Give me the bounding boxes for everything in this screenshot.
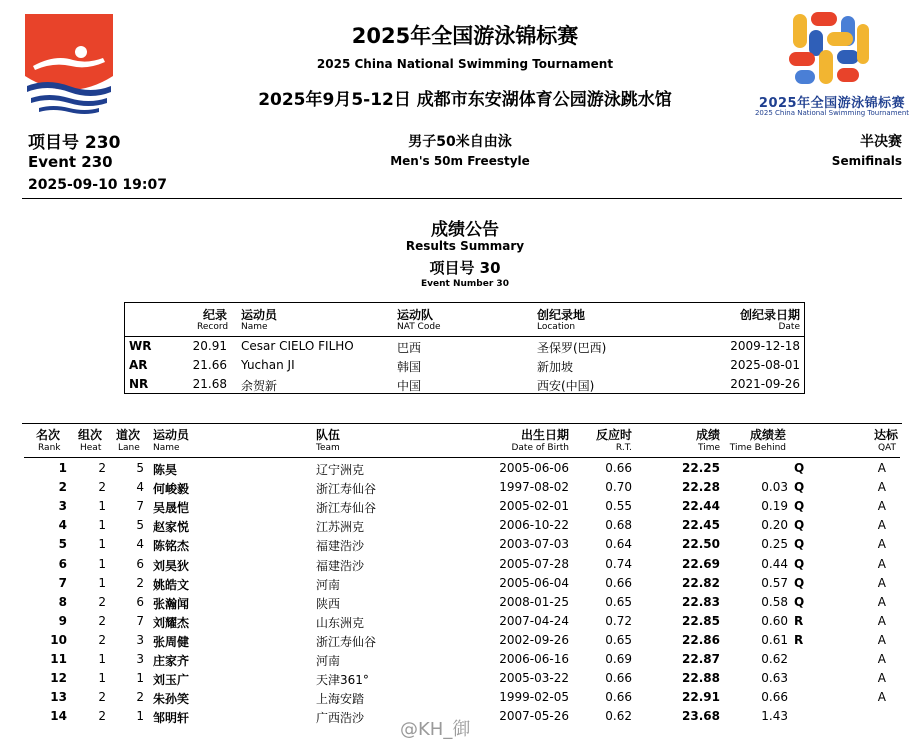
result-qat: A: [877, 613, 886, 628]
header-lane-en: Lane: [118, 443, 140, 453]
result-time-behind: 0.19: [761, 499, 788, 514]
record-team: 韩国: [397, 360, 422, 374]
watermark: @KH_御: [400, 719, 471, 740]
result-dob: 2002-09-26: [499, 632, 569, 647]
result-time-behind: 0.58: [761, 594, 788, 609]
records-header-date-en: Date: [778, 322, 800, 332]
round-cn: 半决赛: [860, 134, 902, 150]
result-rt: 0.68: [605, 518, 632, 533]
result-row: [24, 458, 900, 477]
result-heat: 1: [98, 537, 106, 552]
header-rank-en: Rank: [38, 443, 61, 453]
result-rt: 0.69: [605, 652, 632, 666]
result-time: 22.83: [682, 594, 720, 609]
result-rt: 0.66: [605, 461, 632, 475]
result-rank: 6: [58, 556, 67, 571]
result-time-behind: 0.57: [761, 575, 788, 590]
result-rank: 12: [50, 671, 67, 686]
result-team: 福建浩沙: [316, 558, 365, 573]
result-rt: 0.65: [605, 594, 632, 609]
record-time: 20.91: [192, 339, 227, 353]
result-row: [24, 668, 900, 687]
result-time-behind: 0.63: [761, 671, 788, 686]
record-location: 圣保罗(巴西): [537, 341, 607, 355]
result-team: 福建浩沙: [316, 539, 365, 554]
header-qat: 达标: [873, 428, 898, 442]
result-time-behind: 1.43: [761, 709, 788, 724]
result-team: 浙江寿仙谷: [316, 482, 377, 497]
result-team: 河南: [316, 577, 341, 592]
result-rt: 0.70: [605, 480, 632, 495]
result-name: 姚皓文: [153, 577, 190, 592]
header-name-en: Name: [153, 443, 180, 453]
result-team: 广西浩沙: [316, 711, 365, 726]
header-dob-en: Date of Birth: [511, 443, 569, 453]
result-rank: 8: [58, 594, 67, 609]
result-qualifier: Q: [794, 575, 805, 590]
result-qat: A: [877, 518, 886, 533]
result-dob: 1997-08-02: [499, 480, 569, 495]
header-heat-en: Heat: [80, 443, 102, 453]
result-qualifier: Q: [794, 499, 805, 514]
result-heat: 1: [98, 518, 106, 533]
result-team: 陕西: [316, 596, 341, 611]
record-date: 2009-12-18: [730, 339, 800, 353]
result-qualifier: Q: [794, 461, 805, 475]
result-time-behind: 0.03: [761, 480, 788, 495]
result-time-behind: 0.25: [761, 537, 788, 552]
result-lane: 4: [136, 537, 144, 552]
header-team-en: Team: [316, 443, 340, 453]
result-dob: 2008-01-25: [499, 594, 569, 609]
result-team: 浙江寿仙谷: [316, 634, 377, 649]
result-heat: 2: [98, 709, 106, 724]
result-rt: 0.65: [605, 632, 632, 647]
result-heat: 1: [98, 671, 106, 686]
event-number-en: Event 230: [28, 153, 113, 171]
result-team: 上海安踏: [316, 692, 365, 707]
result-time: 22.28: [682, 480, 720, 495]
result-rank: 10: [50, 632, 67, 647]
result-rt: 0.55: [605, 499, 632, 514]
result-heat: 1: [98, 556, 106, 571]
result-dob: 2005-06-06: [499, 461, 569, 475]
header-rt-en: R.T.: [615, 443, 632, 453]
result-lane: 5: [136, 518, 144, 533]
result-qat: A: [877, 537, 886, 552]
result-lane: 7: [136, 499, 144, 514]
result-team: 辽宁洲克: [316, 463, 365, 477]
result-qat: A: [877, 632, 886, 647]
header-time: 成绩: [695, 428, 720, 442]
result-time: 22.44: [682, 499, 720, 514]
result-team: 河南: [316, 654, 341, 668]
result-name: 张周健: [153, 634, 190, 649]
record-code: AR: [129, 358, 148, 372]
record-code: WR: [129, 339, 152, 353]
result-lane: 7: [136, 613, 144, 628]
records-header-location: 创纪录地: [537, 308, 586, 322]
result-row: [24, 611, 900, 630]
result-time-behind: 0.20: [761, 518, 788, 533]
header-lane: 道次: [116, 428, 141, 442]
result-qualifier: Q: [794, 537, 805, 552]
result-time-behind: 0.66: [761, 690, 788, 705]
result-time: 22.45: [682, 518, 720, 533]
result-row: [24, 592, 900, 611]
result-row: [24, 573, 900, 592]
result-lane: 5: [136, 461, 144, 475]
header-time-en: Time: [697, 443, 720, 453]
result-rank: 4: [58, 518, 67, 533]
summary-event-cn: 项目号 30: [429, 259, 501, 277]
result-time: 22.82: [682, 575, 720, 590]
result-dob: 2006-06-16: [499, 652, 569, 666]
result-time-behind: 0.62: [761, 652, 788, 666]
result-row: [24, 477, 900, 496]
result-rank: 13: [50, 690, 67, 705]
record-date: 2025-08-01: [730, 358, 800, 372]
result-qat: A: [877, 594, 886, 609]
result-dob: 2006-10-22: [499, 518, 569, 533]
result-qat: A: [877, 671, 886, 686]
result-heat: 2: [98, 613, 106, 628]
result-time-behind: 0.60: [761, 613, 788, 628]
result-dob: 2005-03-22: [499, 671, 569, 686]
records-header-record-en: Record: [197, 322, 229, 332]
header-time-behind: 成绩差: [749, 428, 786, 442]
header-name: 运动员: [153, 428, 190, 442]
result-lane: 6: [136, 594, 144, 609]
round-en: Semifinals: [831, 154, 902, 168]
result-lane: 3: [136, 652, 144, 666]
result-name: 刘昊狄: [153, 558, 190, 573]
result-lane: 4: [136, 480, 144, 495]
result-time: 22.87: [682, 652, 720, 666]
summary-title-en: Results Summary: [405, 239, 525, 253]
records-header-name: 运动员: [241, 308, 278, 322]
result-name: 吴晟恺: [153, 501, 190, 516]
result-rt: 0.62: [605, 709, 632, 724]
result-name: 张瀚闻: [153, 596, 190, 611]
result-heat: 2: [98, 461, 106, 475]
result-lane: 3: [136, 632, 144, 647]
result-qat: A: [877, 461, 886, 475]
header-team: 队伍: [316, 428, 341, 442]
result-qualifier: Q: [794, 594, 805, 609]
result-time-behind: 0.44: [761, 556, 788, 571]
result-time: 23.68: [682, 709, 720, 724]
result-lane: 1: [136, 709, 144, 724]
result-name: 朱孙笑: [153, 692, 190, 707]
result-time: 22.86: [682, 632, 720, 647]
result-team: 天津361°: [316, 673, 369, 688]
header-rank: 名次: [36, 428, 61, 442]
results-table: [24, 424, 900, 724]
result-time: 22.25: [682, 461, 720, 475]
result-heat: 2: [98, 480, 106, 495]
records-header-team-en: NAT Code: [397, 322, 441, 332]
result-dob: 2007-05-26: [499, 709, 569, 724]
result-rt: 0.74: [605, 556, 632, 571]
result-name: 邹明轩: [153, 711, 190, 726]
result-lane: 6: [136, 556, 144, 571]
records-header-date: 创纪录日期: [739, 308, 800, 322]
result-rank: 11: [50, 652, 67, 666]
records-header-location-en: Location: [537, 322, 576, 332]
result-heat: 2: [98, 690, 106, 705]
result-rank: 14: [50, 709, 67, 724]
result-team: 浙江寿仙谷: [316, 501, 377, 516]
header-heat: 组次: [78, 428, 103, 442]
event-name-en: Men's 50m Freestyle: [390, 154, 530, 168]
result-rank: 7: [58, 575, 67, 590]
header-time-behind-en: Time Behind: [729, 443, 786, 453]
date-venue: 2025年9月5-12日 成都市东安湖体育公园游泳跳水馆: [258, 90, 672, 110]
result-row: [24, 687, 900, 706]
result-rt: 0.66: [605, 575, 632, 590]
record-team: 巴西: [397, 341, 422, 355]
result-lane: 2: [136, 690, 144, 705]
result-dob: 2003-07-03: [499, 537, 569, 552]
result-rank: 3: [58, 499, 67, 514]
record-holder: Yuchan JI: [241, 358, 295, 372]
records-header-name-en: Name: [241, 322, 268, 332]
result-time: 22.88: [682, 671, 720, 686]
result-row: [24, 554, 900, 573]
result-dob: 1999-02-05: [499, 690, 569, 705]
header-rt: 反应时: [595, 428, 632, 442]
header-divider: [22, 198, 902, 199]
record-row: [125, 337, 804, 356]
records-header-team: 运动队: [397, 308, 434, 322]
result-qat: A: [877, 499, 886, 514]
record-location: 西安(中国): [537, 379, 595, 393]
result-rank: 5: [58, 537, 67, 552]
result-row: [24, 534, 900, 553]
result-rt: 0.64: [605, 537, 632, 552]
record-code: NR: [129, 377, 149, 391]
record-time: 21.66: [192, 358, 227, 372]
result-heat: 2: [98, 594, 106, 609]
result-rt: 0.66: [605, 690, 632, 705]
record-location: 新加坡: [537, 360, 574, 374]
records-table: [124, 302, 805, 394]
result-time: 22.50: [682, 537, 720, 552]
result-row: [24, 630, 900, 649]
header-dob: 出生日期: [520, 428, 569, 442]
result-heat: 1: [98, 575, 106, 590]
result-qualifier: R: [794, 613, 804, 628]
event-logo: [25, 14, 113, 116]
result-row: [24, 515, 900, 534]
record-time: 21.68: [192, 377, 227, 391]
event-number-cn: 项目号 230: [28, 133, 121, 153]
result-dob: 2005-07-28: [499, 556, 569, 571]
result-name: 陈铭杰: [153, 539, 190, 554]
result-qualifier: R: [794, 632, 804, 647]
result-heat: 1: [98, 652, 106, 666]
result-dob: 2005-02-01: [499, 499, 569, 514]
result-row: [24, 649, 900, 668]
record-team: 中国: [397, 379, 422, 393]
result-name: 赵家悦: [153, 520, 190, 535]
result-dob: 2005-06-04: [499, 575, 569, 590]
result-rt: 0.66: [605, 671, 632, 686]
result-name: 刘玉广: [153, 673, 190, 688]
result-team: 江苏洲克: [316, 520, 365, 535]
record-row: [125, 375, 804, 394]
championship-title-en: 2025 China National Swimming Tournament: [316, 57, 614, 71]
result-qualifier: Q: [794, 480, 805, 495]
result-dob: 2007-04-24: [499, 613, 569, 628]
records-header-record: 纪录: [203, 308, 228, 322]
event-name-cn: 男子50米自由泳: [408, 134, 512, 150]
record-holder: 余贺新: [241, 379, 278, 393]
result-heat: 2: [98, 632, 106, 647]
result-row: [24, 496, 900, 515]
result-qat: A: [877, 575, 886, 590]
record-date: 2021-09-26: [730, 377, 800, 391]
result-name: 何峻毅: [153, 482, 190, 497]
result-time: 22.91: [682, 690, 720, 705]
result-qat: A: [877, 556, 886, 571]
championship-logo: [745, 10, 915, 120]
summary-event-en: Event Number 30: [421, 279, 509, 289]
results-header: [24, 424, 900, 456]
result-name: 庄家齐: [153, 654, 190, 668]
result-lane: 2: [136, 575, 144, 590]
result-rank: 2: [58, 480, 67, 495]
header-qat-en: QAT: [877, 443, 896, 453]
result-qat: A: [877, 652, 886, 666]
result-qat: A: [877, 480, 886, 495]
result-rt: 0.72: [605, 613, 632, 628]
summary-title-cn: 成绩公告: [431, 220, 499, 240]
result-rank: 9: [58, 613, 67, 628]
brand-title-en: 2025 China National Swimming Tournament: [754, 109, 910, 117]
event-datetime: 2025-09-10 19:07: [28, 177, 167, 193]
result-qat: A: [877, 690, 886, 705]
result-name: 刘耀杰: [153, 615, 190, 630]
result-heat: 1: [98, 499, 106, 514]
record-holder: Cesar CIELO FILHO: [241, 339, 354, 353]
result-time: 22.69: [682, 556, 720, 571]
result-time: 22.85: [682, 613, 720, 628]
result-time-behind: 0.61: [761, 632, 788, 647]
record-row: [125, 356, 804, 375]
result-lane: 1: [136, 671, 144, 686]
result-qualifier: Q: [794, 556, 805, 571]
result-rank: 1: [58, 461, 67, 475]
brand-title-cn: 2025年全国游泳锦标赛: [758, 96, 906, 111]
result-name: 陈昊: [153, 463, 178, 477]
result-team: 山东洲克: [316, 615, 365, 630]
result-qualifier: Q: [794, 518, 805, 533]
championship-title-cn: 2025年全国游泳锦标赛: [351, 24, 579, 48]
